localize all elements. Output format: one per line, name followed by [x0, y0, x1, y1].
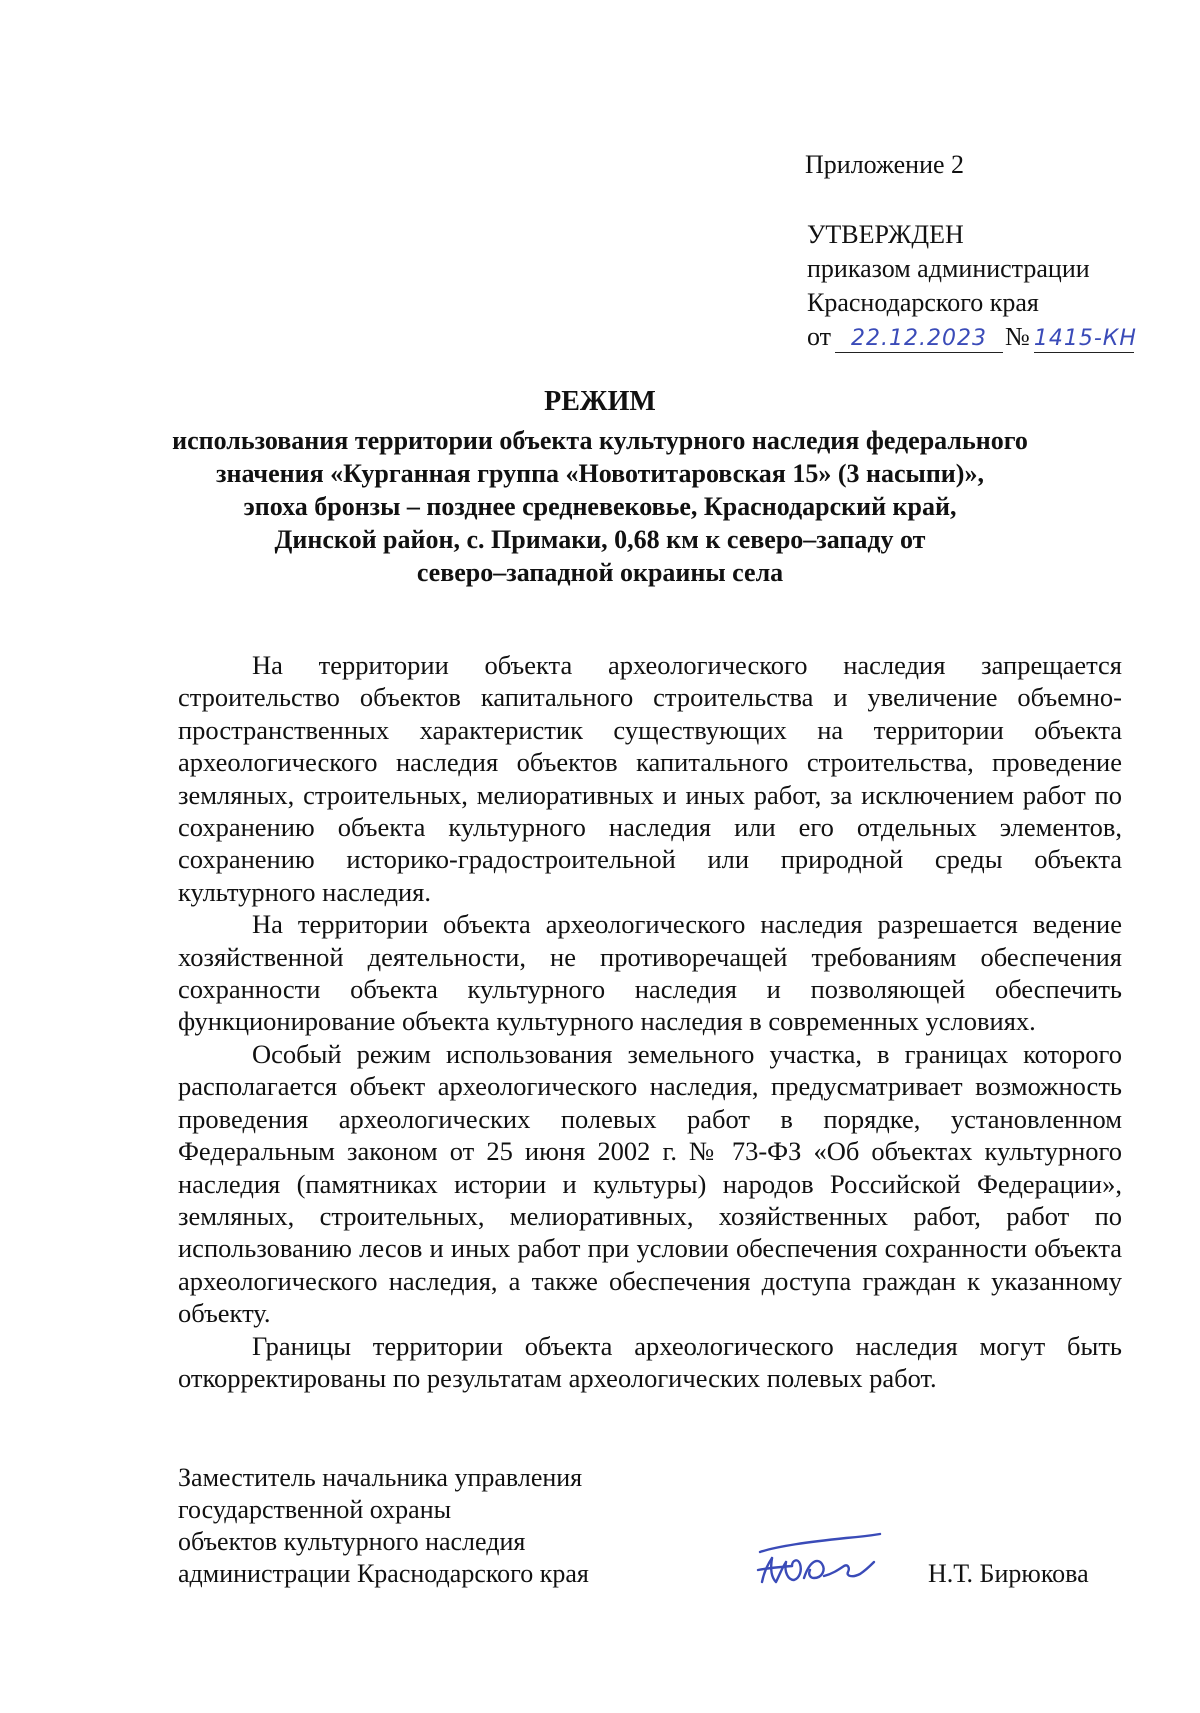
- title-line: Динской район, с. Примаки, 0,68 км к северо–западу от: [274, 525, 926, 554]
- body-paragraph-permitted-activity: На территории объекта археологического наследия разрешается ведение хозяйственной деятельности, не противоречащей требованиям обеспечения сохранности объекта культурного наследия и позволяющей обеспечить функционирование объекта культурного наследия в современных условиях.: [178, 909, 1122, 1037]
- appendix-label: Приложение 2: [805, 150, 965, 179]
- title-line: значения «Курганная группа «Новотитаровская 15» (3 насыпи)»,: [216, 459, 984, 488]
- signer-position-line: Заместитель начальника управления: [178, 1463, 583, 1492]
- body-paragraph-prohibitions: На территории объекта археологического наследия запрещается строительство объектов капитального строительства и увеличение объемно-пространственных характеристик существующих на территории объекта археологического наследия объектов капитального строительства, проведение земляных, строительных, мелиоративных и иных работ, за исключением работ по сохранению объекта культурного наследия или его отдельных элементов, сохранению историко-градостроительной или природной среды объекта культурного наследия.: [178, 650, 1122, 907]
- signature-block: [178, 1462, 1122, 1622]
- document-title: РЕЖИМ: [544, 386, 656, 417]
- signer-position-line: администрации Краснодарского края: [178, 1559, 589, 1588]
- approval-line-order: приказом администрации: [807, 254, 1090, 283]
- document-title-block: [150, 382, 1050, 589]
- handwritten-signature-icon: [748, 1530, 888, 1600]
- title-line: северо–западной окраины села: [416, 558, 784, 587]
- document-body: [178, 649, 1122, 1394]
- approval-line-region: Краснодарского края: [807, 288, 1039, 317]
- title-line: использования территории объекта культурного наследия федерального: [172, 426, 1028, 455]
- approval-stamp-block: [807, 218, 1137, 354]
- approval-title: УТВЕРЖДЕН: [807, 220, 964, 249]
- from-label: от: [807, 322, 832, 351]
- title-line: эпоха бронзы – позднее средневековье, Краснодарский край,: [243, 492, 957, 521]
- handwritten-date: 22.12.2023: [835, 326, 1003, 353]
- handwritten-order-number: 1415-КН: [1033, 326, 1137, 351]
- signer-position-line: объектов культурного наследия: [178, 1527, 526, 1556]
- approval-date-number-line: [807, 320, 1137, 354]
- number-label: №: [1005, 322, 1030, 351]
- body-paragraph-boundaries: Границы территории объекта археологического наследия могут быть откорректированы по результатам археологических полевых работ.: [178, 1330, 1122, 1393]
- signer-position: [178, 1462, 589, 1590]
- body-paragraph-special-regime: Особый режим использования земельного участка, в границах которого располагается объект археологического наследия, предусматривает возможность проведения археологических полевых работ в порядке, установленном Федеральным законом от 25 июня 2002 г. № 73-ФЗ «Об объектах культурного наследия (памятниках истории и культуры) народов Российской Федерации», земляных, строительных, мелиоративных, хозяйственных работ, работ по использованию лесов и иных работ при условии обеспечения сохранности объекта археологического наследия, а также обеспечения доступа граждан к указанному объекту.: [178, 1038, 1122, 1329]
- signer-name: Н.Т. Бирюкова: [928, 1559, 1089, 1588]
- signer-position-line: государственной охраны: [178, 1495, 452, 1524]
